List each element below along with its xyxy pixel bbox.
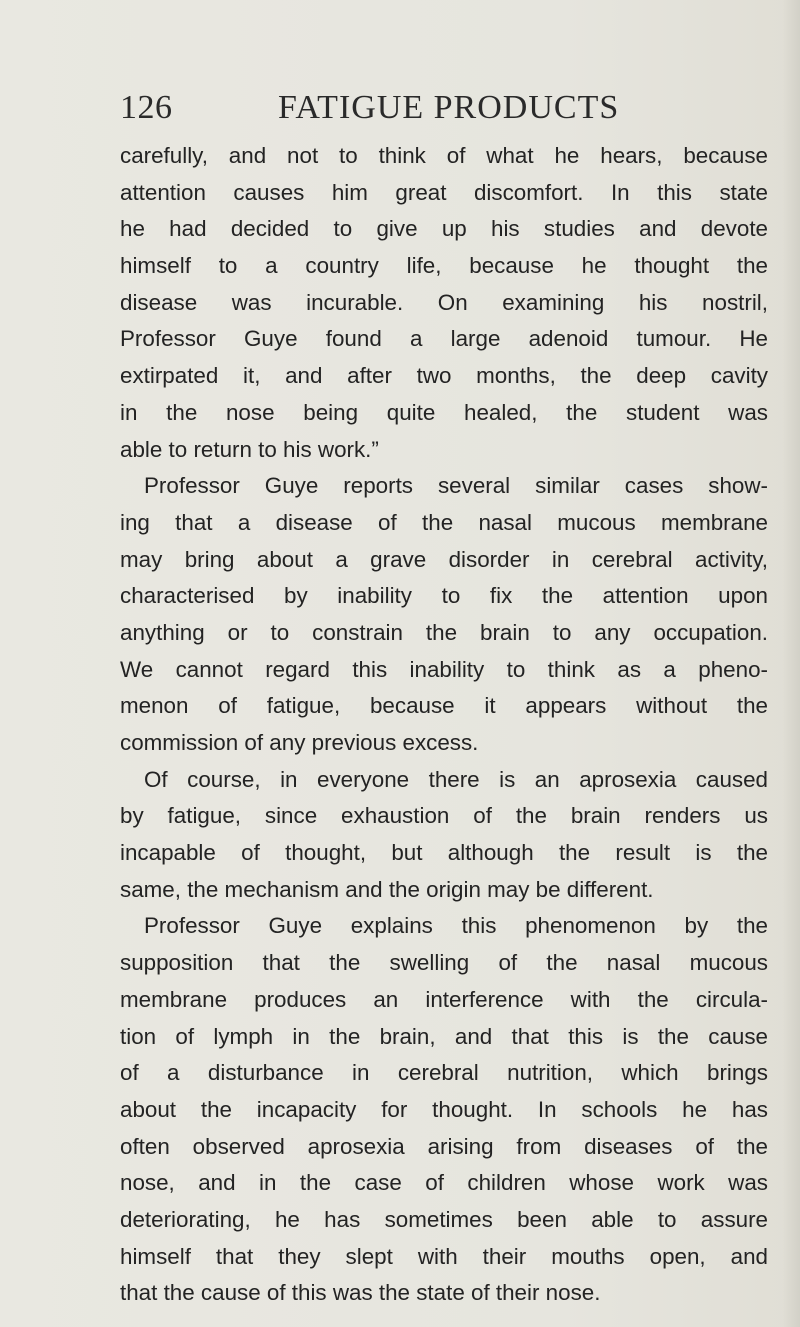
text-line: membrane produces an interference with the circula- bbox=[120, 986, 768, 1012]
text-line: incapable of thought, but although the result is the bbox=[120, 840, 768, 866]
body-text bbox=[120, 138, 768, 1312]
text-line: Of course, in everyone there is an aprosexia caused bbox=[144, 766, 768, 792]
text-line: characterised by inability to fix the attention upon bbox=[120, 583, 768, 609]
text-line: may bring about a grave disorder in cerebral activity, bbox=[120, 546, 768, 572]
text-line: nose, and in the case of children whose work was bbox=[120, 1170, 768, 1196]
running-head: FATIGUE PRODUCTS bbox=[278, 89, 620, 126]
text-line: tion of lymph in the brain, and that this is the cause bbox=[120, 1023, 768, 1049]
text-line: himself to a country life, because he thought the bbox=[120, 253, 768, 279]
text-line: ing that a disease of the nasal mucous membrane bbox=[120, 509, 768, 535]
text-line: Professor Guye reports several similar cases show- bbox=[144, 473, 768, 499]
text-line: commission of any previous excess. bbox=[120, 730, 479, 755]
text-line: he had decided to give up his studies and devote bbox=[120, 216, 768, 242]
text-line: in the nose being quite healed, the student was bbox=[120, 399, 768, 425]
page-header bbox=[120, 84, 680, 132]
text-line: same, the mechanism and the origin may be different. bbox=[120, 876, 654, 902]
text-line: We cannot regard this inability to think as a pheno- bbox=[120, 656, 768, 682]
page-number: 126 bbox=[120, 89, 173, 126]
text-line: carefully, and not to think of what he hears, because bbox=[120, 143, 768, 168]
text-line: extirpated it, and after two months, the deep cavity bbox=[120, 363, 768, 389]
page-edge-shadow bbox=[782, 0, 800, 1327]
text-line: menon of fatigue, because it appears without the bbox=[120, 693, 768, 719]
text-line: often observed aprosexia arising from diseases of the bbox=[120, 1133, 768, 1159]
text-line: supposition that the swelling of the nasal mucous bbox=[120, 950, 768, 976]
text-line: attention causes him great discomfort. In this state bbox=[120, 179, 768, 205]
text-line: that the cause of this was the state of their nose. bbox=[120, 1280, 601, 1306]
text-line: deteriorating, he has sometimes been able to assure bbox=[120, 1206, 768, 1232]
text-line: Professor Guye found a large adenoid tumour. He bbox=[120, 326, 768, 352]
text-line: Professor Guye explains this phenomenon by the bbox=[144, 913, 768, 939]
text-line: disease was incurable. On examining his nostril, bbox=[120, 289, 768, 315]
text-line: of a disturbance in cerebral nutrition, which brings bbox=[120, 1060, 768, 1086]
text-line: about the incapacity for thought. In schools he has bbox=[120, 1096, 768, 1122]
text-line: anything or to constrain the brain to any occupation. bbox=[120, 619, 768, 645]
text-line: by fatigue, since exhaustion of the brain renders us bbox=[120, 803, 768, 829]
text-line: himself that they slept with their mouths open, and bbox=[120, 1243, 768, 1269]
text-line: able to return to his work.” bbox=[120, 436, 379, 462]
